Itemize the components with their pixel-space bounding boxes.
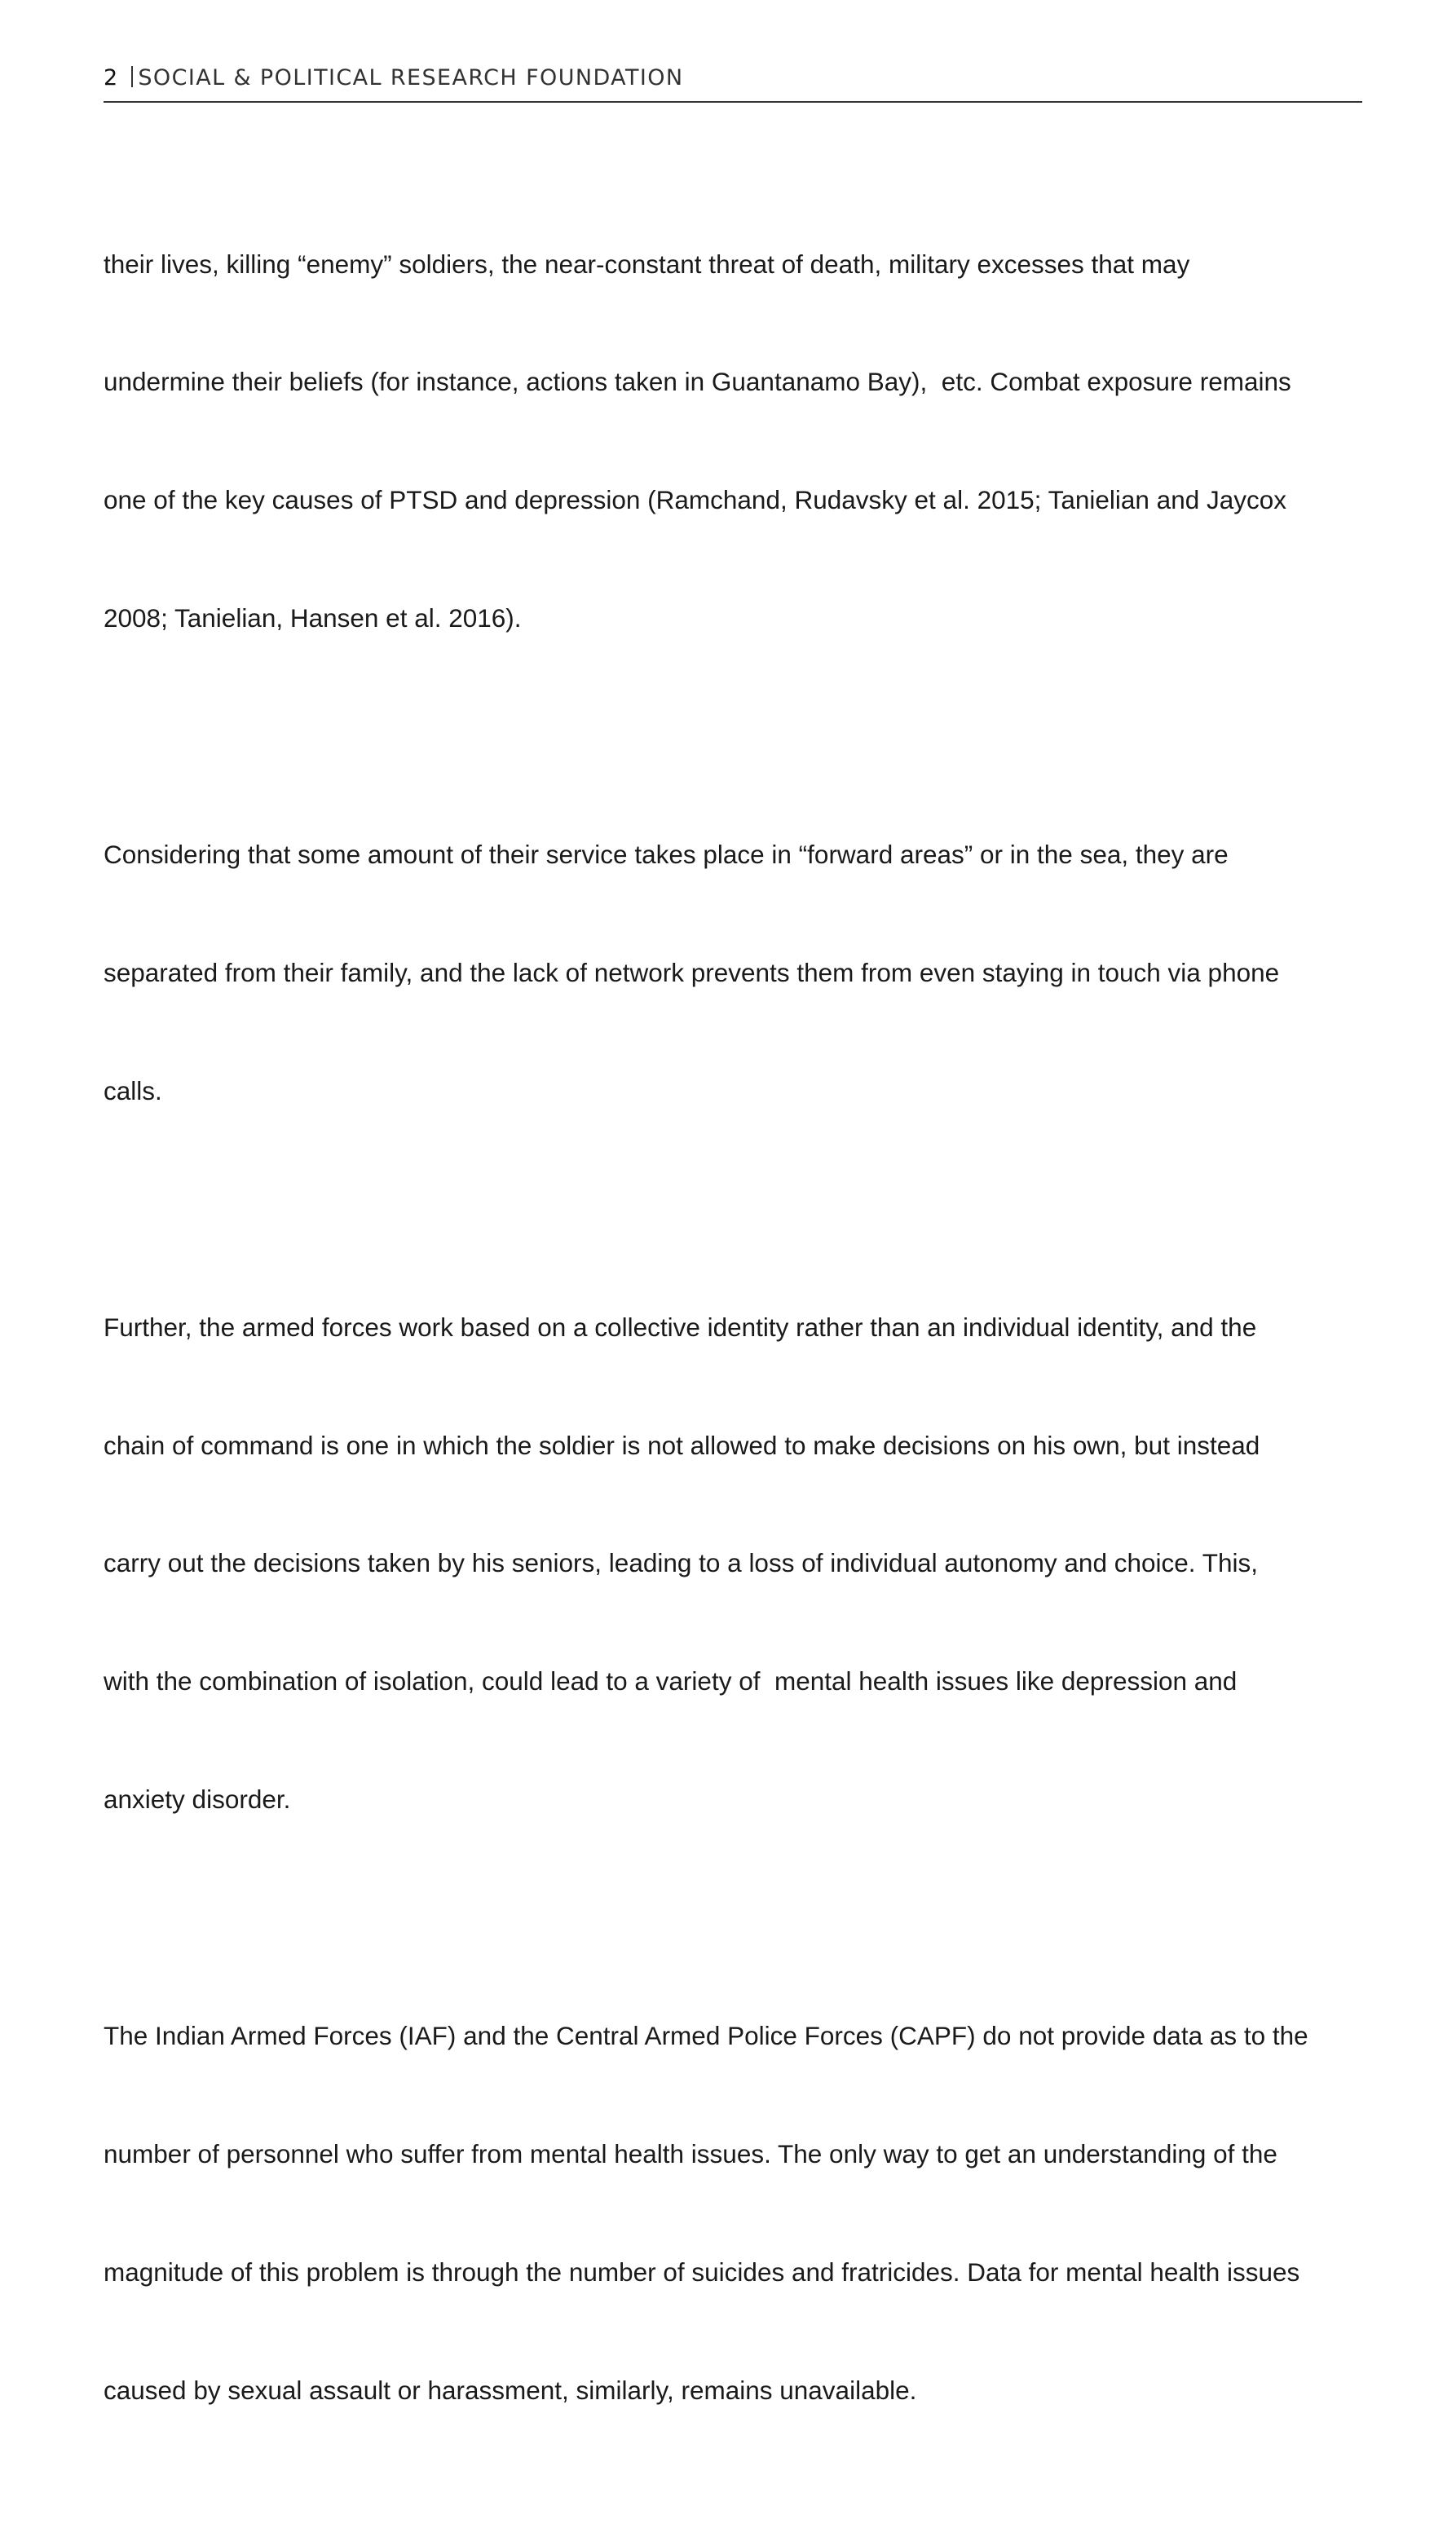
body-text — [104, 165, 1367, 2528]
text-line: their lives, killing “enemy” soldiers, the near-constant threat of death, military excesses that may — [104, 249, 1190, 279]
publication-name: SOCIAL & POLITICAL RESEARCH FOUNDATION — [138, 65, 684, 90]
paragraph — [104, 165, 1367, 717]
text-line: number of personnel who suffer from mental health issues. The only way to get an understanding of the — [104, 2138, 1277, 2168]
text-line: magnitude of this problem is through the number of suicides and fratricides. Data for mental health issues — [104, 2257, 1300, 2287]
text-line: 2008; Tanielian, Hansen et al. 2016). — [104, 603, 522, 633]
text-line: calls. — [104, 1075, 162, 1105]
text-line: separated from their family, and the lack of network prevents them from even staying in touch via phone — [104, 957, 1280, 987]
paragraph — [104, 756, 1367, 1189]
running-header — [104, 62, 1362, 101]
text-line: with the combination of isolation, could lead to a variety of mental health issues like depression and — [104, 1666, 1238, 1696]
text-line: Considering that some amount of their service takes place in “forward areas” or in the sea, they are — [104, 840, 1229, 870]
header-separator — [131, 66, 133, 87]
paragraph — [104, 1229, 1367, 1898]
text-line: Further, the armed forces work based on a collective identity rather than an individual identity, and the — [104, 1312, 1257, 1342]
text-line: anxiety disorder. — [104, 1785, 291, 1815]
header-rule — [104, 101, 1362, 103]
text-line: chain of command is one in which the soldier is not allowed to make decisions on his own, but instead — [104, 1430, 1260, 1460]
text-line: undermine their beliefs (for instance, actions taken in Guantanamo Bay), etc. Combat exposure remains — [104, 367, 1291, 397]
text-line: caused by sexual assault or harassment, similarly, remains unavailable. — [104, 2375, 917, 2405]
paragraph — [104, 1937, 1367, 2488]
text-line: one of the key causes of PTSD and depression (Ramchand, Rudavsky et al. 2015; Tanielian and Jaycox — [104, 485, 1287, 515]
page-number: 2 — [104, 65, 119, 90]
text-line: carry out the decisions taken by his seniors, leading to a loss of individual autonomy and choice. This, — [104, 1548, 1258, 1578]
text-line: The Indian Armed Forces (IAF) and the Central Armed Police Forces (CAPF) do not provide data as to the — [104, 2020, 1308, 2050]
